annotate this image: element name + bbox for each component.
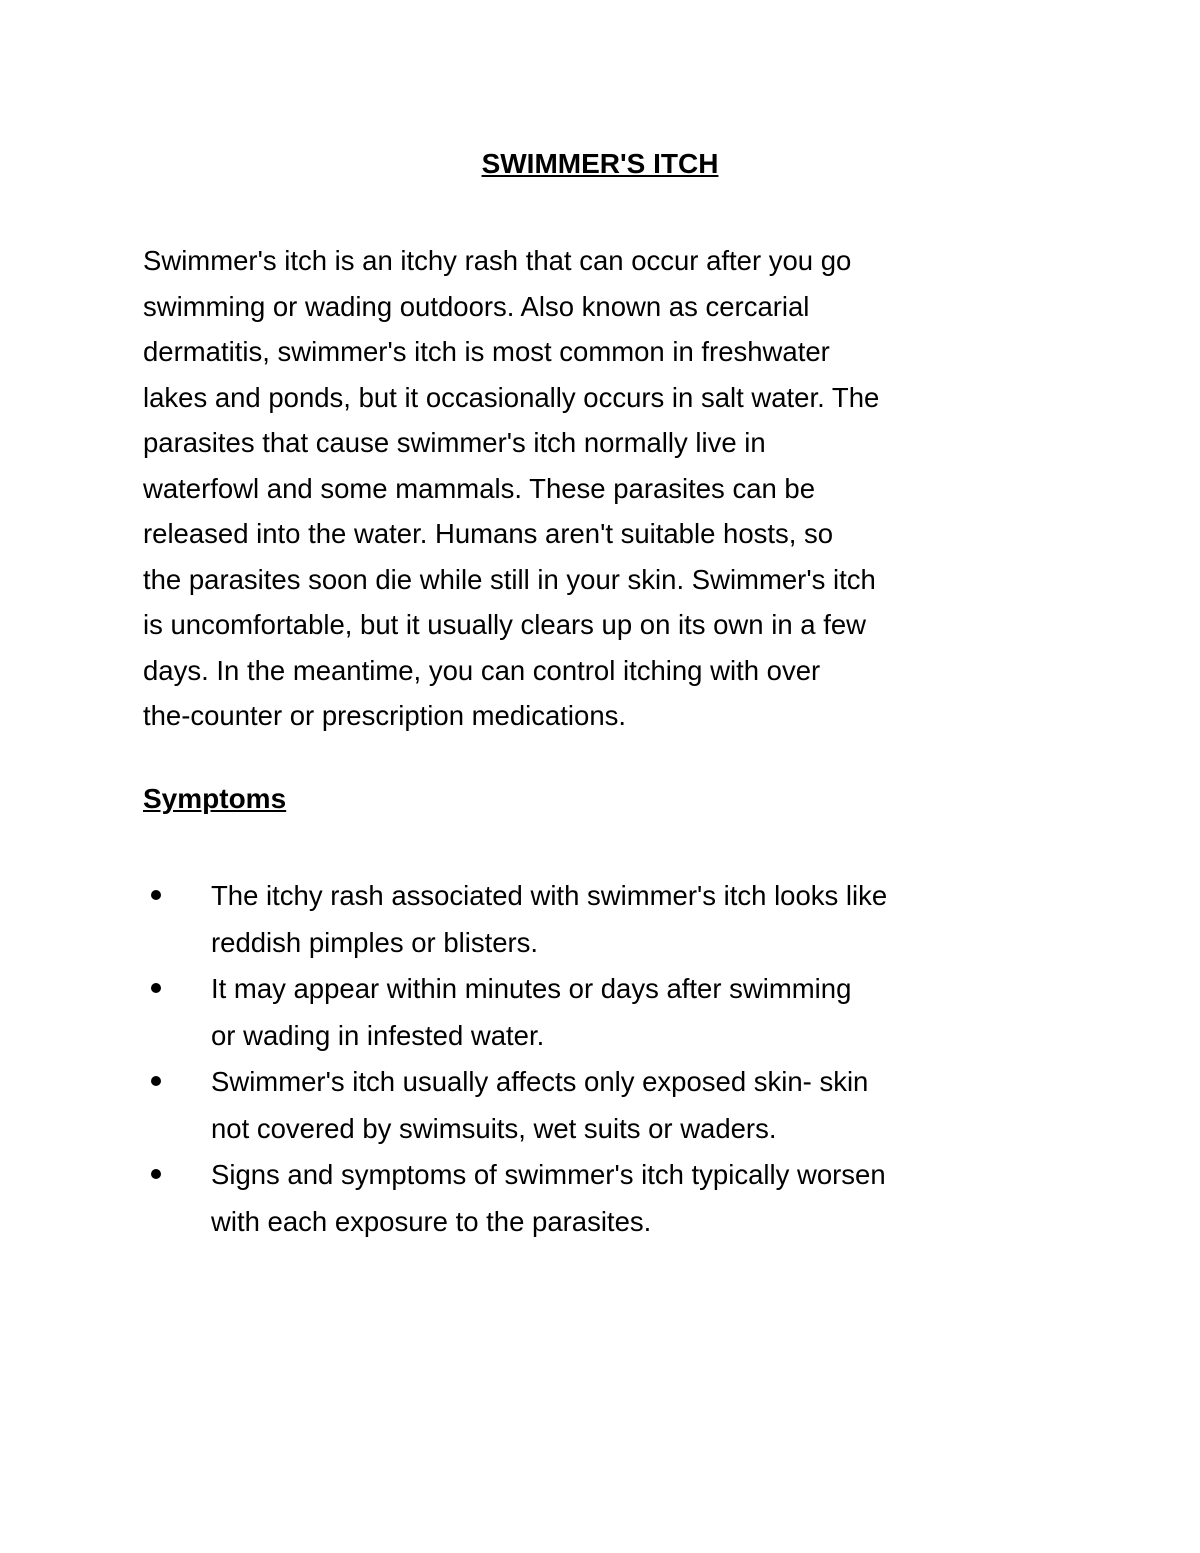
paragraph-line: dermatitis, swimmer's itch is most common in freshwater [143,336,830,367]
list-item-line: with each exposure to the parasites. [211,1205,652,1237]
document-title: SWIMMER'S ITCH [481,148,719,179]
list-item-line: It may appear within minutes or days after swimming [211,973,852,1004]
list-item-line: Signs and symptoms of swimmer's itch typically worsen [211,1159,886,1190]
paragraph-line: the-counter or prescription medications. [143,700,627,731]
list-item [0,966,887,1059]
list-item [0,873,887,966]
list-item-line: not covered by swimsuits, wet suits or waders. [211,1112,777,1144]
paragraph-line: days. In the meantime, you can control itching with over [143,654,821,686]
paragraph-line: released into the water. Humans aren't suitable hosts, so [143,518,834,549]
paragraph-line: the parasites soon die while still in your skin. Swimmer's itch [143,563,876,595]
paragraph-line: is uncomfortable, but it usually clears up on its own in a few [143,609,867,640]
list-item-line: reddish pimples or blisters. [211,926,539,958]
paragraph-line: Swimmer's itch is an itchy rash that can occur after you go [143,245,852,276]
bullet-icon [151,1076,161,1086]
list-item-line: The itchy rash associated with swimmer's itch looks like [211,880,888,911]
paragraph-line: waterfowl and some mammals. These parasites can be [143,472,816,504]
list-item [0,1059,887,1152]
list-item-line: or wading in infested water. [211,1019,545,1051]
paragraph-line: lakes and ponds, but it occasionally occurs in salt water. The [143,381,880,413]
intro-paragraph [143,238,879,739]
bullet-icon [151,890,161,900]
bullet-icon [151,1169,161,1179]
paragraph-line: swimming or wading outdoors. Also known as cercarial [143,290,810,322]
symptoms-list [0,873,887,1245]
paragraph-line: parasites that cause swimmer's itch normally live in [143,427,766,458]
list-item [0,1152,887,1245]
symptoms-heading: Symptoms [143,783,287,814]
list-item-line: Swimmer's itch usually affects only exposed skin- skin [211,1066,869,1097]
bullet-icon [151,983,161,993]
